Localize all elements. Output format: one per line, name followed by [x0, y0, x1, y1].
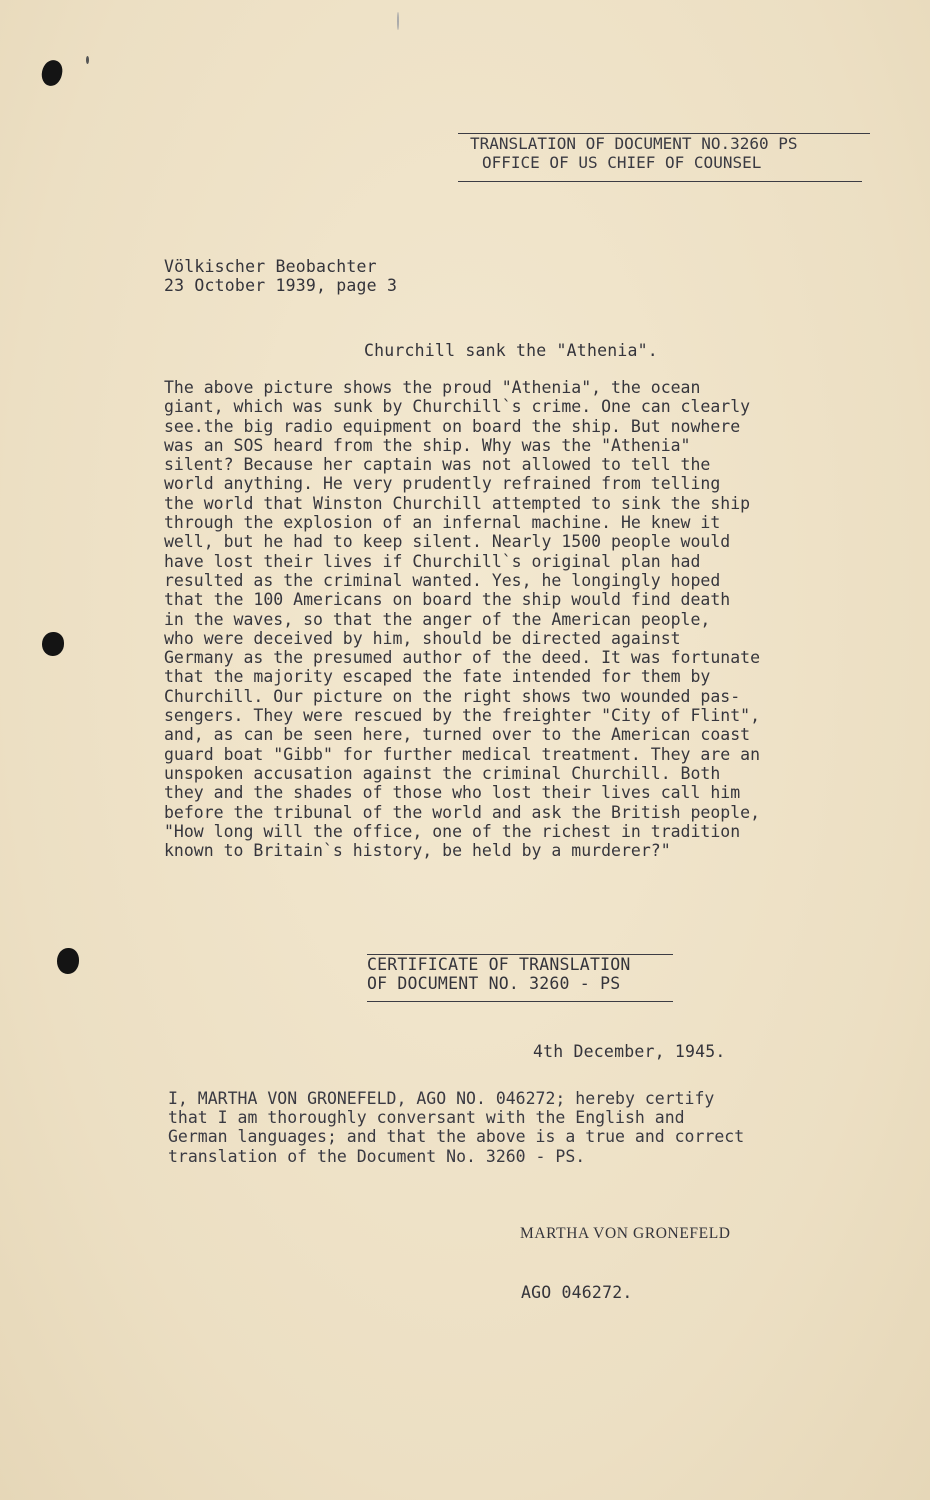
article-line: they and the shades of those who lost their lives call him: [164, 783, 741, 803]
article-line: before the tribunal of the world and ask the British people,: [164, 802, 761, 822]
source-publication: Völkischer Beobachter: [164, 257, 377, 276]
header-title: TRANSLATION OF DOCUMENT NO.3260 PS: [470, 134, 798, 153]
article-line: The above picture shows the proud "Athenia", the ocean: [164, 378, 701, 397]
article-line: that the 100 Americans on board the ship would find death: [164, 590, 731, 610]
certificate-statement: [168, 1089, 888, 1166]
certificate-rule-top: [367, 954, 673, 955]
article-line: the world that Winston Churchill attempted to sink the ship: [164, 493, 751, 513]
article-line: "How long will the office, one of the richest in tradition: [164, 821, 741, 841]
certificate-rule-bottom: [367, 1001, 673, 1002]
article-line: world anything. He very prudently refrained from telling: [164, 474, 721, 494]
punch-hole-top: [40, 58, 65, 88]
statement-line: German languages; and that the above is a true and correct: [168, 1127, 745, 1147]
statement-line: translation of the Document No. 3260 - PS.: [168, 1146, 586, 1166]
certificate-title: CERTIFICATE OF TRANSLATION: [367, 955, 631, 974]
article-body: [164, 378, 884, 860]
article-line: resulted as the criminal wanted. Yes, he longingly hoped: [164, 570, 721, 590]
article-line: through the explosion of an infernal machine. He knew it: [164, 513, 721, 533]
header-rule-bottom: [458, 181, 862, 182]
article-line: Churchill. Our picture on the right shows two wounded pas-: [164, 686, 741, 706]
article-line: well, but he had to keep silent. Nearly 1500 people would: [164, 532, 731, 552]
article-line: in the waves, so that the anger of the American people,: [164, 609, 711, 629]
punch-hole-middle: [42, 632, 64, 656]
certificate-document: OF DOCUMENT NO. 3260 - PS: [367, 974, 621, 993]
article-line: silent? Because her captain was not allowed to tell the: [164, 455, 711, 475]
statement-line: I, MARTHA VON GRONEFELD, AGO NO. 046272; hereby certify: [168, 1089, 715, 1108]
article-title: Churchill sank the "Athenia".: [364, 341, 658, 360]
article-line: have lost their lives if Churchill`s original plan had: [164, 551, 701, 571]
article-line: known to Britain`s history, be held by a murderer?": [164, 841, 671, 861]
header-office: OFFICE OF US CHIEF OF COUNSEL: [482, 153, 762, 172]
article-line: sengers. They were rescued by the freighter "City of Flint",: [164, 706, 761, 726]
article-line: Germany as the presumed author of the deed. It was fortunate: [164, 648, 761, 668]
translator-ago-number: AGO 046272.: [521, 1283, 633, 1302]
source-date-page: 23 October 1939, page 3: [164, 276, 398, 295]
article-line: giant, which was sunk by Churchill`s crime. One can clearly: [164, 397, 751, 417]
article-line: was an SOS heard from the ship. Why was the "Athenia": [164, 435, 691, 455]
translation-header: [458, 134, 863, 172]
punch-hole-bottom: [57, 948, 79, 974]
header-rule-top: [458, 133, 870, 134]
article-line: that the majority escaped the fate intended for them by: [164, 667, 711, 687]
article-line: see.the big radio equipment on board the ship. But nowhere: [164, 416, 741, 436]
article-line: guard boat "Gibb" for further medical treatment. They are an: [164, 744, 761, 764]
article-line: and, as can be seen here, turned over to the American coast: [164, 725, 751, 745]
ink-mark: [397, 12, 399, 30]
article-line: unspoken accusation against the criminal Churchill. Both: [164, 763, 721, 783]
certificate-date: 4th December, 1945.: [533, 1042, 726, 1061]
statement-line: that I am thoroughly conversant with the English and: [168, 1108, 685, 1128]
ink-mark: [86, 56, 89, 64]
article-line: who were deceived by him, should be directed against: [164, 628, 681, 648]
translator-signature: MARTHA VON GRONEFELD: [520, 1225, 731, 1242]
